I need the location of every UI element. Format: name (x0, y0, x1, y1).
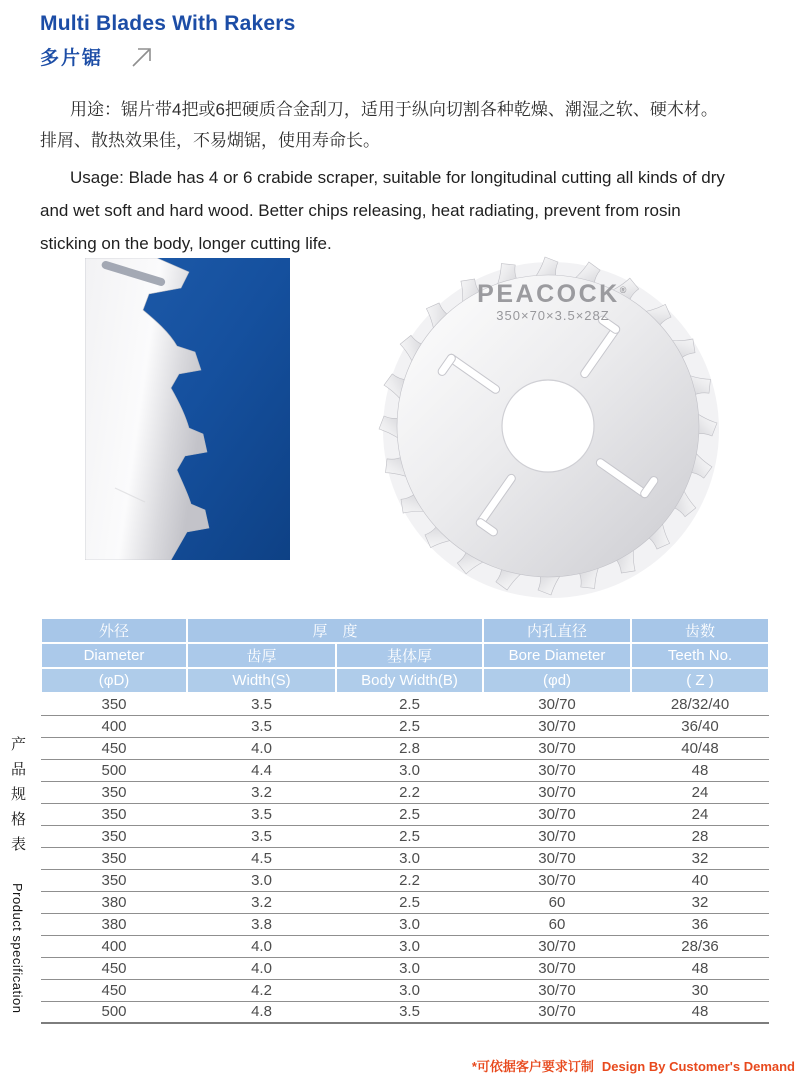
table-cell: 2.8 (336, 737, 483, 759)
table-cell: 3.0 (336, 847, 483, 869)
table-cell: 30/70 (483, 935, 631, 957)
table-cell: 30/70 (483, 869, 631, 891)
header-teeth-cn: 齿数 (631, 618, 769, 643)
table-cell: 48 (631, 957, 769, 979)
table-cell: 30/70 (483, 1001, 631, 1023)
table-cell: 30 (631, 979, 769, 1001)
table-row (41, 803, 769, 825)
table-cell: 48 (631, 1001, 769, 1023)
page-title-chinese: 多片锯 (40, 48, 104, 69)
table-cell: 350 (41, 781, 187, 803)
section-label-vertical (7, 736, 28, 1014)
table-cell: 2.5 (336, 715, 483, 737)
header-thickness-cn: 厚 度 (187, 618, 483, 643)
table-cell: 3.8 (187, 913, 336, 935)
section-label-english: Product specification (10, 883, 25, 1014)
table-cell: 450 (41, 979, 187, 1001)
description-chinese: 用途：锯片带4把或6把硬质合金刮刀，适用于纵向切割各种乾燥、潮湿之软、硬木材。排屑、散热效果佳，不易煳锯，使用寿命长。 (40, 100, 718, 150)
table-cell: 350 (41, 825, 187, 847)
table-cell: 3.0 (187, 869, 336, 891)
saw-blade-photo (328, 250, 766, 600)
header-body-width-en: Body Width(B) (336, 668, 483, 693)
header-diameter-en: Diameter (41, 643, 187, 668)
table-cell: 36 (631, 913, 769, 935)
table-row (41, 715, 769, 737)
table-cell: 3.0 (336, 913, 483, 935)
table-cell: 350 (41, 869, 187, 891)
table-cell: 2.2 (336, 869, 483, 891)
table-row (41, 693, 769, 715)
table-cell: 3.5 (187, 825, 336, 847)
table-cell: 500 (41, 1001, 187, 1023)
spec-table-body (41, 693, 769, 1023)
table-cell: 40/48 (631, 737, 769, 759)
blade-brand-text: PEACOCK® (477, 280, 629, 308)
table-cell: 2.5 (336, 693, 483, 715)
footer-note-english: Design By Customer's Demand (601, 1059, 795, 1074)
header-diameter-cn: 外径 (41, 618, 187, 643)
table-row (41, 913, 769, 935)
table-row (41, 957, 769, 979)
table-cell: 30/70 (483, 825, 631, 847)
blade-spec-text: 350×70×3.5×28Z (496, 308, 610, 323)
header-bore-cn: 内孔直径 (483, 618, 631, 643)
footer-note-chinese: *可依据客户要求订制 (471, 1059, 594, 1074)
table-cell: 24 (631, 781, 769, 803)
table-row (41, 759, 769, 781)
description-english: Usage: Blade has 4 or 6 crabide scraper, suitable for longitudinal cutting all kinds of dry and wet soft and hard wood. Better chips releasing, heat radiating, prevent from rosin sticking on the body, longer cutting life. (40, 168, 725, 253)
table-cell: 30/70 (483, 715, 631, 737)
table-cell: 48 (631, 759, 769, 781)
table-cell: 4.2 (187, 979, 336, 1001)
table-cell: 4.4 (187, 759, 336, 781)
table-cell: 2.5 (336, 825, 483, 847)
table-cell: 4.5 (187, 847, 336, 869)
table-cell: 4.8 (187, 1001, 336, 1023)
table-cell: 28/32/40 (631, 693, 769, 715)
table-cell: 60 (483, 913, 631, 935)
table-cell: 350 (41, 847, 187, 869)
header-width-cn: 齿厚 (187, 643, 336, 668)
table-cell: 3.2 (187, 891, 336, 913)
table-cell: 32 (631, 891, 769, 913)
table-cell: 2.5 (336, 891, 483, 913)
header-width-en: Width(S) (187, 668, 336, 693)
table-cell: 40 (631, 869, 769, 891)
table-cell: 4.0 (187, 737, 336, 759)
diagonal-arrow-icon (129, 45, 153, 69)
header-teeth-en: Teeth No. (631, 643, 769, 668)
table-cell: 30/70 (483, 781, 631, 803)
table-cell: 3.0 (336, 759, 483, 781)
title-block (40, 12, 296, 70)
table-row (41, 781, 769, 803)
spec-table-header (41, 618, 769, 693)
table-cell: 400 (41, 935, 187, 957)
table-cell: 30/70 (483, 693, 631, 715)
table-row (41, 891, 769, 913)
table-cell: 3.5 (187, 715, 336, 737)
header-body-width-cn: 基体厚 (336, 643, 483, 668)
table-row (41, 825, 769, 847)
header-diameter-symbol: (φD) (41, 668, 187, 693)
blade-teeth-closeup-photo (85, 258, 290, 560)
table-cell: 380 (41, 891, 187, 913)
table-cell: 30/70 (483, 803, 631, 825)
table-cell: 380 (41, 913, 187, 935)
table-row (41, 737, 769, 759)
table-cell: 3.0 (336, 935, 483, 957)
table-cell: 3.0 (336, 979, 483, 1001)
header-bore-en: Bore Diameter (483, 643, 631, 668)
spec-table (40, 617, 770, 1024)
section-label-chinese: 产品规格表 (9, 736, 26, 861)
table-cell: 3.5 (336, 1001, 483, 1023)
table-cell: 32 (631, 847, 769, 869)
table-cell: 2.2 (336, 781, 483, 803)
blade-teeth-closeup-graphic (85, 258, 290, 560)
bore-hole (502, 380, 594, 472)
description-section (40, 94, 732, 260)
table-cell: 450 (41, 737, 187, 759)
table-cell: 350 (41, 693, 187, 715)
table-cell: 2.5 (336, 803, 483, 825)
table-cell: 3.5 (187, 693, 336, 715)
table-cell: 36/40 (631, 715, 769, 737)
saw-blade-graphic (328, 250, 766, 600)
table-row (41, 1001, 769, 1023)
table-cell: 28/36 (631, 935, 769, 957)
table-cell: 500 (41, 759, 187, 781)
header-teeth-symbol: ( Z ) (631, 668, 769, 693)
table-cell: 30/70 (483, 737, 631, 759)
table-cell: 450 (41, 957, 187, 979)
header-bore-symbol: (φd) (483, 668, 631, 693)
table-cell: 30/70 (483, 759, 631, 781)
table-cell: 30/70 (483, 957, 631, 979)
table-row (41, 847, 769, 869)
table-cell: 350 (41, 803, 187, 825)
table-cell: 30/70 (483, 847, 631, 869)
page-title: Multi Blades With Rakers (40, 12, 296, 35)
table-cell: 60 (483, 891, 631, 913)
table-cell: 3.2 (187, 781, 336, 803)
table-cell: 30/70 (483, 979, 631, 1001)
table-row (41, 935, 769, 957)
table-cell: 3.0 (336, 957, 483, 979)
table-row (41, 979, 769, 1001)
table-cell: 400 (41, 715, 187, 737)
table-cell: 3.5 (187, 803, 336, 825)
table-cell: 24 (631, 803, 769, 825)
table-cell: 28 (631, 825, 769, 847)
table-cell: 4.0 (187, 935, 336, 957)
table-cell: 4.0 (187, 957, 336, 979)
footer-note (472, 1056, 795, 1075)
table-row (41, 869, 769, 891)
